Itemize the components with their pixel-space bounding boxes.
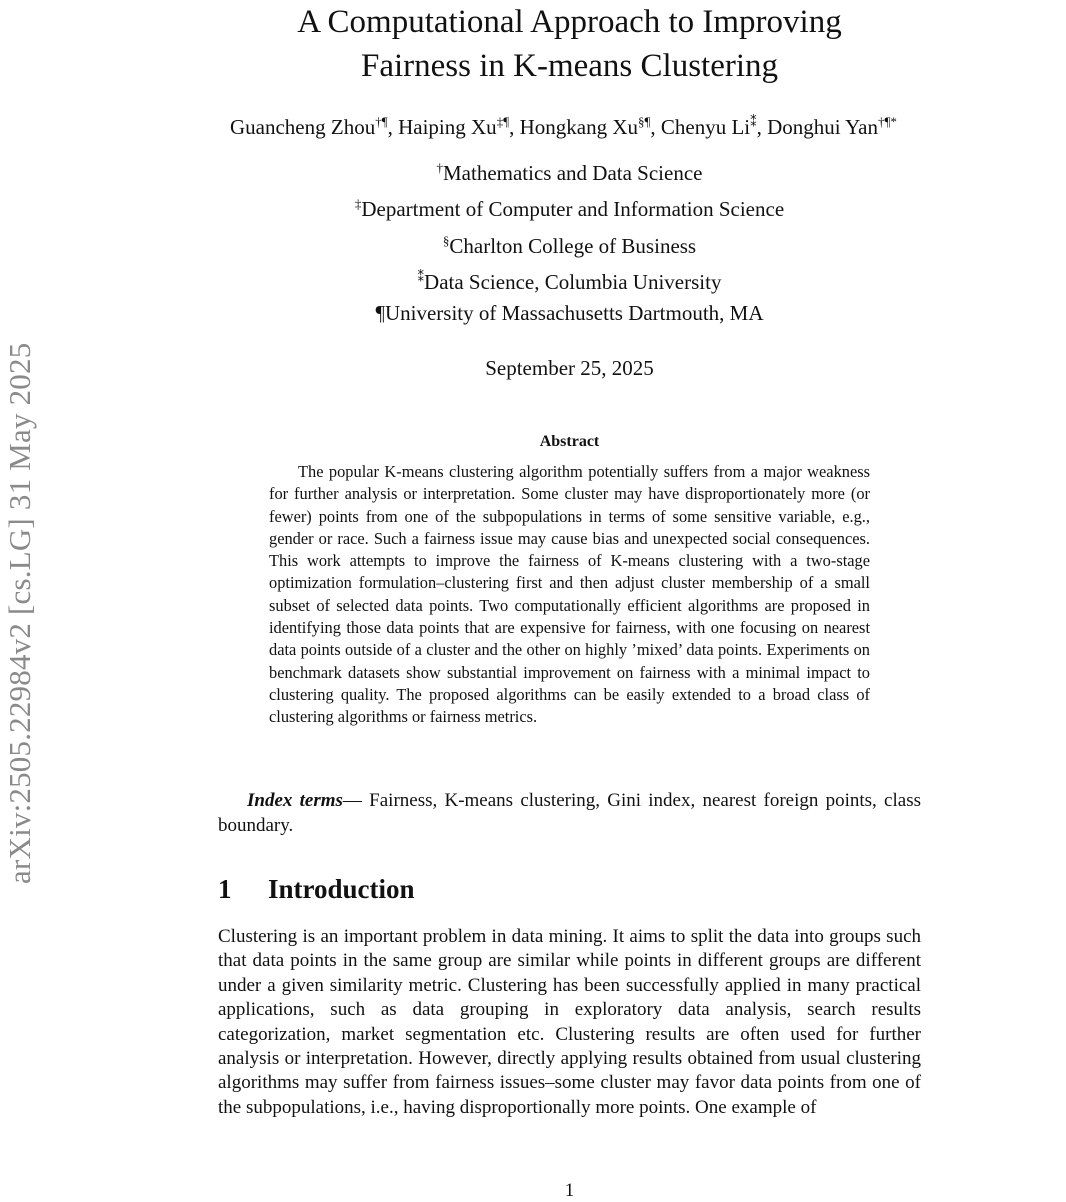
title-line-2: Fairness in K-means Clustering [360, 48, 779, 84]
index-terms [218, 788, 921, 838]
affiliation-mark: † [436, 160, 443, 175]
author-marks: ‡¶ [496, 114, 510, 129]
page-number: 1 [564, 1180, 575, 1201]
affiliation-line [218, 299, 921, 327]
author-marks: †¶* [877, 114, 897, 129]
author-name: Donghui Yan [767, 115, 878, 139]
author-list: Guancheng Zhou†¶, Haiping Xu‡¶, Hongkang Xu§¶, Chenyu Li⁑, Donghui Yan†¶* [230, 114, 897, 139]
affiliation-mark: ‡ [354, 196, 362, 211]
author-name: Guancheng Zhou [230, 115, 376, 139]
affiliation-text: Department of Computer and Information Science [361, 197, 785, 221]
index-terms-text: — Fairness, K-means clustering, Gini index, nearest foreign points, class boundary. [218, 790, 921, 836]
author-marks: ⁑ [750, 114, 757, 129]
arxiv-identifier-stamp: arXiv:2505.22984v2 [cs.LG] 31 May 2025 [2, 342, 37, 884]
affiliation-line [218, 263, 921, 296]
section-heading-introduction [218, 870, 415, 908]
section-title: Introduction [268, 874, 415, 904]
author-marks: †¶ [375, 114, 388, 129]
affiliation-text: ¶University of Massachusetts Dartmouth, MA [375, 301, 764, 325]
author-name: Hongkang Xu [519, 115, 638, 139]
affiliation-mark: § [442, 233, 450, 248]
index-terms-label: Index terms [247, 790, 343, 811]
affiliation-line [218, 190, 921, 223]
author-name: Haiping Xu [398, 115, 497, 139]
abstract-heading: Abstract [539, 433, 600, 450]
publication-date: September 25, 2025 [485, 356, 654, 380]
abstract-body: The popular K-means clustering algorithm potentially suffers from a major weakness for further analysis or interpretation. Some cluster may have disproportionately more (or fewer) points from one of the subpopulations in terms of some sensitive variable, e.g., gender or race. Such a fairness issue may cause bias and unexpected social consequences. This work attempts to improve the fairness of K-means clustering with a two-stage optimization formulation–clustering first and then adjust cluster membership of a small subset of selected data points. Two computationally efficient algorithms are proposed in identifying those data points that are expensive for fairness, with one focusing on nearest data points outside of a cluster and the other on highly ’mixed’ data points. Experiments on benchmark datasets show substantial improvement on fairness with a minimal impact to clustering quality. The proposed algorithms can be easily extended to a broad class of clustering algorithms or fairness metrics. [269, 462, 870, 727]
affiliation-line [218, 227, 921, 260]
affiliation-mark: ⁑ [417, 269, 425, 284]
section-number: 1 [218, 874, 232, 904]
introduction-paragraph: Clustering is an important problem in data mining. It aims to split the data into groups such that data points in the same group are similar while points in different groups are different under a given similarity metric. Clustering has been successfully applied in many practical applications, such as data grouping in exploratory data analysis, search results categorization, market segmentation etc. Clustering results are often used for further analysis or interpretation. However, directly applying results obtained from usual clustering algorithms may suffer from fairness issues–some cluster may favor data points from one of the subpopulations, i.e., having disproportionally more points. One example of [218, 926, 921, 1118]
title-line-1: A Computational Approach to Improving [297, 4, 842, 40]
paper-title [218, 0, 921, 88]
author-marks: §¶ [637, 114, 651, 129]
author-name: Chenyu Li [660, 115, 751, 139]
affiliation-text: Mathematics and Data Science [443, 161, 703, 185]
affiliation-text: Charlton College of Business [449, 234, 697, 258]
affiliation-line [218, 154, 921, 187]
affiliation-text: Data Science, Columbia University [424, 270, 722, 294]
